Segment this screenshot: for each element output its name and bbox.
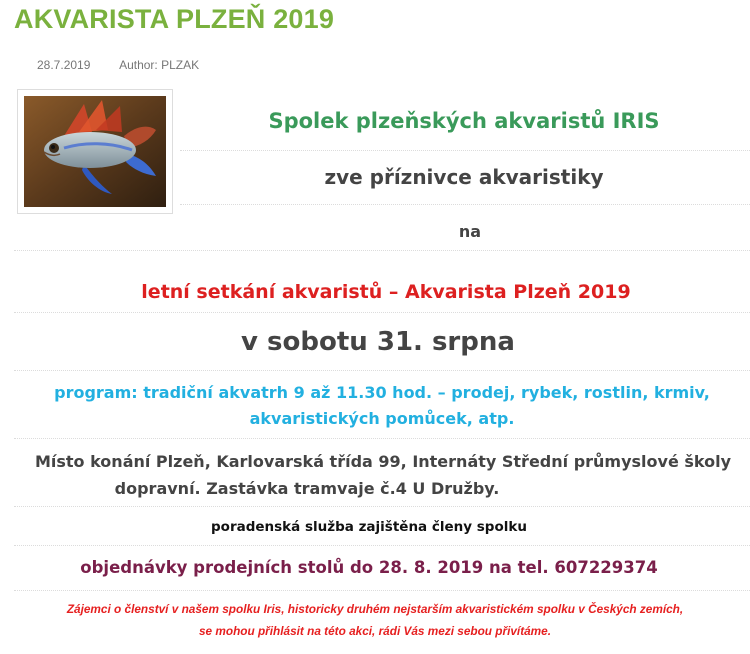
orders-text: objednávky prodejních stolů do 28. 8. 2019 na tel. 607229374 (80, 558, 658, 577)
membership-notice (0, 598, 750, 642)
article-date: 28.7.2019 (37, 58, 91, 72)
event-name: letní setkání akvaristů – Akvarista Plzeň 2019 (141, 281, 631, 303)
separator (14, 506, 750, 507)
separator (14, 250, 750, 251)
separator (14, 438, 750, 439)
notice-line-1: Zájemci o členství v našem spolku Iris, historicky druhém nejstarším akvaristickém spolku v Českých zemích, (66, 602, 684, 616)
org-name: Spolek plzeňských akvaristů IRIS (268, 109, 660, 133)
separator (180, 204, 750, 205)
advice-text: poradenská služba zajištěna členy spolku (211, 519, 527, 535)
article-meta (37, 58, 225, 72)
notice-line-2: se mohou přihlásit na této akci, rádi Vás mezi sebou přivítáme. (198, 624, 552, 638)
event-date: v sobotu 31. srpna (241, 327, 515, 357)
fish-photo-icon (24, 96, 166, 207)
separator (180, 150, 750, 151)
venue-line-2: dopravní. Zastávka tramvaje č.4 U Družby. (114, 479, 500, 498)
invite-text: zve příznivce akvaristiky (324, 165, 604, 189)
separator (14, 590, 750, 591)
venue-line-1: Místo konání Plzeň, Karlovarská třída 99, Internáty Střední průmyslové školy (34, 452, 732, 471)
fish-photo (17, 89, 173, 214)
article-title[interactable]: AKVARISTA PLZEŇ 2019 (14, 4, 335, 34)
article-author: Author: PLZAK (119, 58, 200, 72)
separator (14, 370, 750, 371)
separator (14, 545, 750, 546)
na-text: na (458, 222, 482, 241)
program-line-2: akvaristických pomůcek, atp. (249, 409, 515, 428)
program-line-1: program: tradiční akvatrh 9 až 11.30 hod. – prodej, rybek, rostlin, krmiv, (54, 383, 710, 402)
separator (14, 312, 750, 313)
